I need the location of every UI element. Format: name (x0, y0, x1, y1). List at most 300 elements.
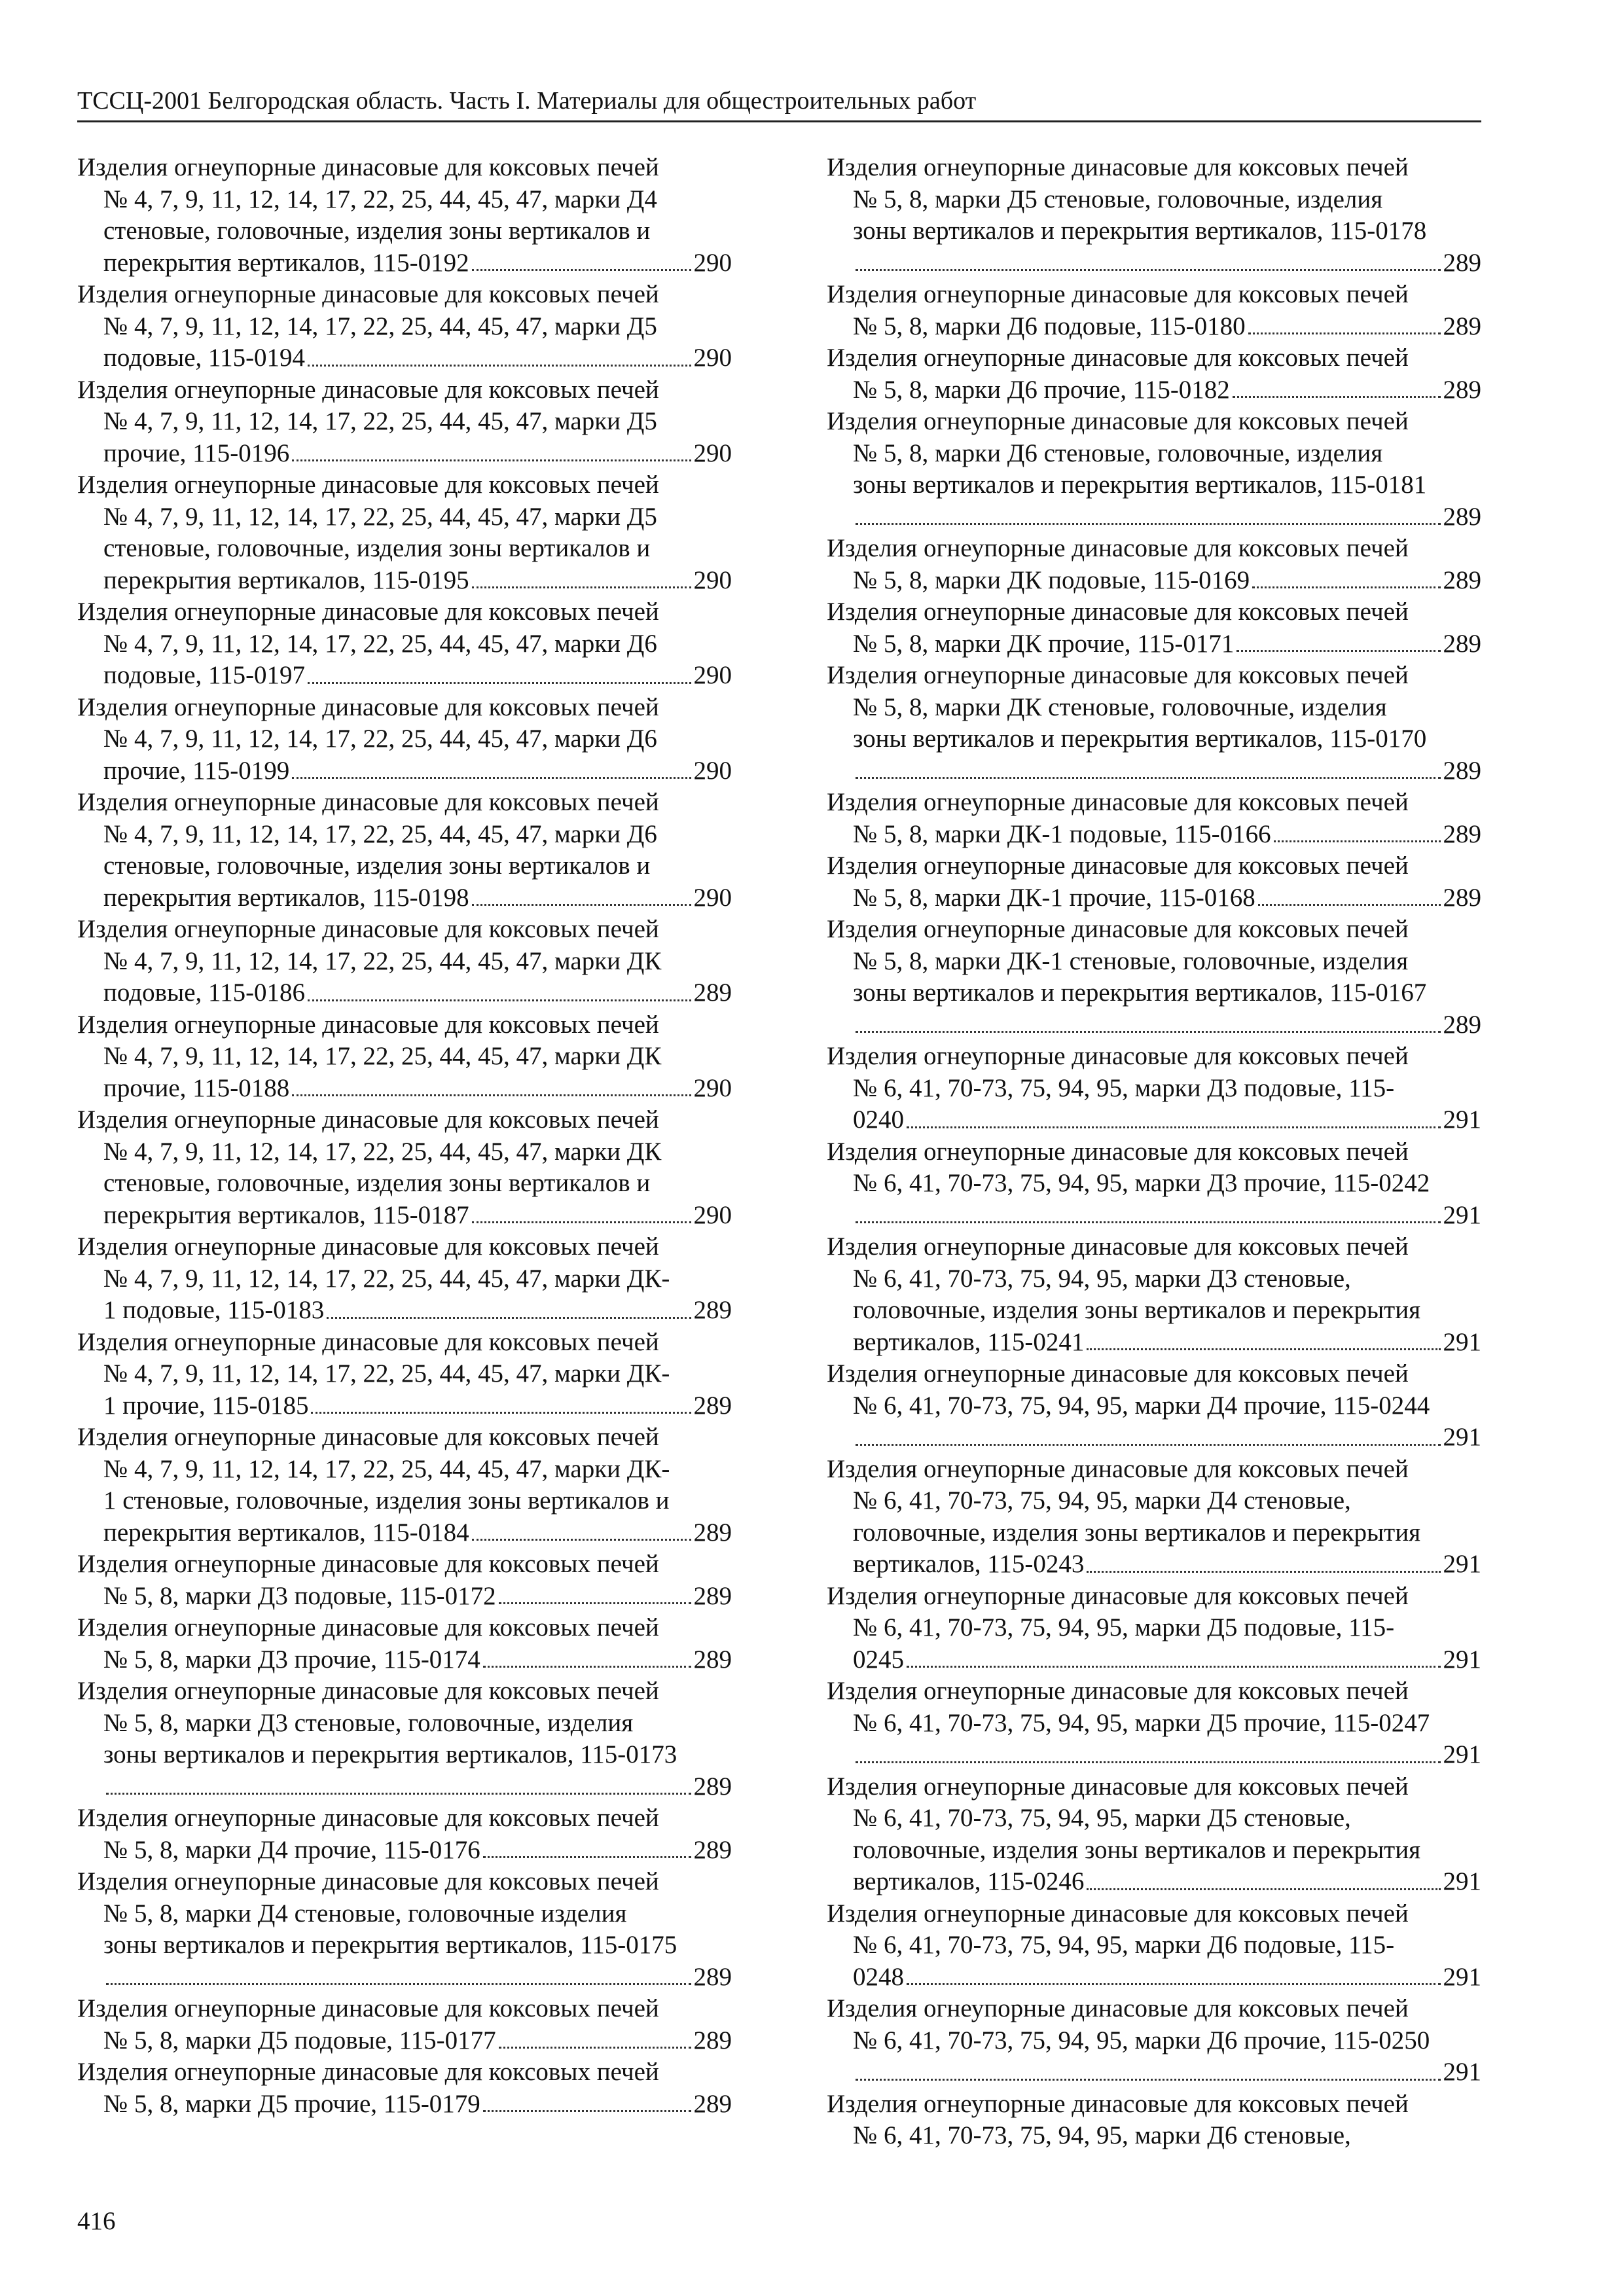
dot-leader (292, 777, 691, 779)
index-entry (827, 596, 1481, 660)
dot-leader (106, 1793, 691, 1795)
index-entry-line (827, 1390, 1481, 1422)
index-entry-text: зоны вертикалов и перекрытия вертикалов, 115-0170 (853, 725, 1427, 753)
index-entry-page: 291 (1443, 1962, 1481, 1991)
index-entry-line (827, 2120, 1481, 2152)
index-entry-page: 289 (1443, 1010, 1481, 1039)
index-entry-line (77, 628, 732, 660)
dot-leader (1258, 904, 1441, 906)
index-entry-page: 289 (1443, 248, 1481, 277)
index-entry-line (77, 850, 732, 882)
index-entry-line (77, 1771, 732, 1803)
index-entry-line (827, 2089, 1481, 2121)
index-entry-line (827, 1581, 1481, 1613)
dot-leader (472, 269, 691, 271)
index-entry-line (827, 1644, 1481, 1676)
index-entry (77, 787, 732, 914)
index-entry-text: № 6, 41, 70-73, 75, 94, 95, марки Д5 подовые, 115- (853, 1613, 1395, 1641)
index-entry-line (77, 1358, 732, 1390)
index-entry-text: перекрытия вертикалов, 115-0187 (103, 1200, 469, 1229)
index-entry-line (77, 1295, 732, 1327)
index-entry-line (77, 1390, 732, 1422)
index-entry-page: 289 (1443, 565, 1481, 594)
index-entry-line (827, 279, 1481, 311)
index-entry-text: стеновые, головочные, изделия зоны вертикалов и (103, 852, 651, 880)
index-entry-text: № 4, 7, 9, 11, 12, 14, 17, 22, 25, 44, 45, 47, марки ДК- (103, 1359, 670, 1388)
index-entry-line (827, 1803, 1481, 1835)
index-entry-line (827, 1993, 1481, 2025)
index-entry-page: 290 (693, 661, 732, 689)
index-entry-line (827, 1041, 1481, 1073)
index-entry-line (827, 501, 1481, 533)
index-entry (77, 1327, 732, 1422)
index-entry-page: 289 (1443, 375, 1481, 404)
index-entry-line (827, 1200, 1481, 1232)
index-entry-line (827, 406, 1481, 438)
index-entry-line (827, 184, 1481, 216)
index-entry-text: Изделия огнеупорные динасовые для коксовых печей (827, 788, 1409, 816)
index-entry-text: зоны вертикалов и перекрытия вертикалов, 115-0181 (853, 471, 1427, 499)
index-entry-line (77, 946, 732, 978)
page-number: 416 (77, 2207, 116, 2235)
index-entry-text: Изделия огнеупорные динасовые для коксовых печей (827, 153, 1409, 181)
index-entry-text: зоны вертикалов и перекрытия вертикалов, 115-0167 (853, 978, 1427, 1007)
dot-leader (483, 2110, 691, 2112)
index-entry-line (827, 1929, 1481, 1962)
index-entry-text: № 5, 8, марки Д5 подовые, 115-0177 (103, 2026, 496, 2054)
index-entry-line (827, 787, 1481, 819)
index-entry-page: 289 (1443, 502, 1481, 531)
index-entry-text: стеновые, головочные, изделия зоны вертикалов и (103, 217, 651, 245)
index-entry-text: Изделия огнеупорные динасовые для коксовых печей (77, 598, 659, 626)
index-entry-line (77, 1708, 732, 1740)
index-entry-line (77, 914, 732, 946)
dot-leader (907, 1126, 1441, 1128)
index-entry-page: 290 (693, 1073, 732, 1102)
index-entry-page: 290 (693, 248, 732, 277)
index-entry-text: № 4, 7, 9, 11, 12, 14, 17, 22, 25, 44, 45, 47, марки Д6 (103, 725, 657, 753)
index-entry-text: Изделия огнеупорные динасовые для коксовых печей (77, 1994, 659, 2022)
index-entry-line (77, 819, 732, 851)
index-entry-line (77, 152, 732, 184)
index-entry-text: № 5, 8, марки ДК-1 подовые, 115-0166 (853, 819, 1271, 848)
index-entry-line (827, 723, 1481, 755)
index-entry-page: 290 (693, 756, 732, 785)
index-entry-line (77, 723, 732, 755)
index-entry-line (827, 882, 1481, 914)
index-entry (77, 1676, 732, 1803)
index-entry-line (827, 850, 1481, 882)
index-entry-line (827, 596, 1481, 628)
index-entry-line (827, 2056, 1481, 2089)
dot-leader (472, 904, 691, 906)
index-entry-text: № 6, 41, 70-73, 75, 94, 95, марки Д6 подовые, 115- (853, 1931, 1395, 1959)
index-entry-line (827, 565, 1481, 597)
index-entry-line (77, 1866, 732, 1898)
index-entry-text: Изделия огнеупорные динасовые для коксовых печей (77, 692, 659, 721)
index-entry-text: № 6, 41, 70-73, 75, 94, 95, марки Д5 стеновые, (853, 1804, 1351, 1832)
dot-leader (1248, 332, 1441, 334)
index-entry-line (827, 1009, 1481, 1041)
index-entry-line (827, 1231, 1481, 1263)
index-entry-text: подовые, 115-0194 (103, 344, 306, 372)
index-entry (827, 279, 1481, 342)
index-entry-text: № 4, 7, 9, 11, 12, 14, 17, 22, 25, 44, 45, 47, марки ДК- (103, 1454, 670, 1483)
index-entry-text: Изделия огнеупорные динасовые для коксовых печей (77, 2058, 659, 2086)
index-entry-line (827, 533, 1481, 565)
index-entry-page: 291 (1443, 1200, 1481, 1229)
index-entry-text: № 6, 41, 70-73, 75, 94, 95, марки Д3 подовые, 115- (853, 1073, 1395, 1102)
index-entry-text: № 5, 8, марки Д3 подовые, 115-0172 (103, 1581, 496, 1610)
index-entry (827, 406, 1481, 533)
dot-leader (1087, 1571, 1440, 1573)
index-entry-text: Изделия огнеупорные динасовые для коксовых печей (77, 788, 659, 816)
index-entry (827, 2089, 1481, 2152)
index-entry-text: Изделия огнеупорные динасовые для коксовых печей (77, 1327, 659, 1356)
dot-leader (308, 365, 691, 367)
index-entry-page: 290 (693, 344, 732, 372)
index-entry-text: № 4, 7, 9, 11, 12, 14, 17, 22, 25, 44, 45, 47, марки Д5 (103, 502, 657, 531)
index-entry-line (827, 1612, 1481, 1644)
index-entry-line (77, 501, 732, 533)
index-entry-text: вертикалов, 115-0243 (853, 1550, 1085, 1578)
index-entry-page: 290 (693, 565, 732, 594)
index-entry-text: 1 прочие, 115-0185 (103, 1391, 309, 1420)
index-entry-line (827, 755, 1481, 787)
index-entry-line (827, 1708, 1481, 1740)
index-entry-line (77, 2025, 732, 2057)
dot-leader (106, 1983, 691, 1985)
dot-leader (907, 1983, 1441, 1985)
dot-leader (1233, 396, 1441, 398)
index-entry-line (77, 374, 732, 406)
dot-leader (856, 1444, 1441, 1446)
index-entry-page: 291 (1443, 1423, 1481, 1451)
index-entry-text: Изделия огнеупорные динасовые для коксовых печей (77, 1232, 659, 1261)
index-entry-text: № 4, 7, 9, 11, 12, 14, 17, 22, 25, 44, 45, 47, марки Д6 (103, 819, 657, 848)
index-entry-page: 289 (693, 1835, 732, 1864)
index-entry-line (827, 660, 1481, 692)
index-entry (827, 787, 1481, 850)
index-entry-text: Изделия огнеупорные динасовые для коксовых печей (827, 1232, 1409, 1261)
index-entry (827, 1898, 1481, 1994)
index-entry-line (77, 1929, 732, 1962)
index-entry-line (77, 1803, 732, 1835)
dot-leader (856, 2079, 1441, 2081)
index-entry-text: № 5, 8, марки ДК подовые, 115-0169 (853, 565, 1250, 594)
dot-leader (472, 586, 691, 588)
index-entry-text: № 4, 7, 9, 11, 12, 14, 17, 22, 25, 44, 45, 47, марки ДК (103, 1042, 662, 1070)
index-entry-line (827, 1168, 1481, 1200)
index-entry-text: Изделия огнеупорные динасовые для коксовых печей (77, 915, 659, 943)
index-entry-line (827, 1454, 1481, 1486)
dot-leader (907, 1666, 1441, 1668)
index-entry-line (827, 1517, 1481, 1549)
index-entry (77, 1009, 732, 1105)
index-entry-text: № 4, 7, 9, 11, 12, 14, 17, 22, 25, 44, 45, 47, марки Д6 (103, 629, 657, 658)
index-entry-text: Изделия огнеупорные динасовые для коксовых печей (827, 1581, 1409, 1610)
dot-leader (308, 999, 691, 1001)
dot-leader (472, 1221, 691, 1223)
index-entry-text: зоны вертикалов и перекрытия вертикалов, 115-0178 (853, 217, 1427, 245)
index-entry-text: перекрытия вертикалов, 115-0195 (103, 565, 469, 594)
index-entry-line (827, 1358, 1481, 1390)
index-entry-text: Изделия огнеупорные динасовые для коксовых печей (827, 2089, 1409, 2118)
index-entry-line (827, 2025, 1481, 2057)
index-entry-line (827, 1835, 1481, 1867)
index-entry-page: 289 (693, 1581, 732, 1610)
index-entry-line (77, 311, 732, 343)
index-entry-page: 289 (693, 1518, 732, 1547)
index-entry-page: 289 (1443, 819, 1481, 848)
index-entry-text: № 6, 41, 70-73, 75, 94, 95, марки Д5 прочие, 115-0247 (853, 1708, 1430, 1737)
index-entry-text: прочие, 115-0188 (103, 1073, 290, 1102)
index-entry-text: № 4, 7, 9, 11, 12, 14, 17, 22, 25, 44, 45, 47, марки Д5 (103, 312, 657, 340)
index-entry-line (77, 1549, 732, 1581)
index-entry-line (827, 311, 1481, 343)
index-entry (827, 342, 1481, 406)
index-entry-line (77, 215, 732, 247)
index-entry (77, 469, 732, 596)
index-entry-line (77, 1009, 732, 1041)
index-entry-text: № 6, 41, 70-73, 75, 94, 95, марки Д3 прочие, 115-0242 (853, 1169, 1430, 1197)
index-entry-line (77, 1898, 732, 1930)
index-entry-line (827, 1104, 1481, 1136)
index-entry-line (77, 1200, 732, 1232)
index-entry-text: Изделия огнеупорные динасовые для коксовых печей (827, 1772, 1409, 1801)
index-entry-line (77, 1676, 732, 1708)
index-entry-line (827, 1866, 1481, 1898)
index-entry-line (827, 1073, 1481, 1105)
index-entry-text: головочные, изделия зоны вертикалов и перекрытия (853, 1296, 1421, 1324)
index-entry-text: головочные, изделия зоны вертикалов и перекрытия (853, 1518, 1421, 1547)
index-entry-page: 290 (693, 439, 732, 467)
index-entry-text: 0245 (853, 1645, 904, 1674)
index-entry-line (77, 1993, 732, 2025)
index-entry (77, 374, 732, 470)
index-entry-text: зоны вертикалов и перекрытия вертикалов, 115-0175 (103, 1931, 677, 1959)
index-entry-page: 289 (1443, 629, 1481, 658)
index-entry-line (77, 1612, 732, 1644)
index-entry-line (827, 1263, 1481, 1295)
dot-leader (483, 1856, 691, 1858)
index-entry-text: Изделия огнеупорные динасовые для коксовых печей (77, 1804, 659, 1832)
index-entry-line (77, 1104, 732, 1136)
index-entry-page: 291 (1443, 1550, 1481, 1578)
index-entry-line (827, 469, 1481, 501)
index-entry-line (827, 1771, 1481, 1803)
index-entry-page: 289 (693, 1391, 732, 1420)
index-entry-text: головочные, изделия зоны вертикалов и перекрытия (853, 1835, 1421, 1864)
index-entry-line (77, 692, 732, 724)
index-entry-text: № 6, 41, 70-73, 75, 94, 95, марки Д4 прочие, 115-0244 (853, 1391, 1430, 1420)
dot-leader (1236, 650, 1440, 652)
dot-leader (483, 1666, 691, 1668)
index-entry-text: Изделия огнеупорные динасовые для коксовых печей (827, 280, 1409, 308)
dot-leader (499, 2047, 691, 2049)
dot-leader (308, 682, 691, 684)
index-entry-line (77, 787, 732, 819)
index-entry-line (77, 2056, 732, 2089)
index-entry (77, 1612, 732, 1676)
index-entry (827, 1771, 1481, 1898)
index-entry-line (827, 438, 1481, 470)
index-entry-line (827, 914, 1481, 946)
dot-leader (856, 1221, 1441, 1223)
index-entry-text: № 4, 7, 9, 11, 12, 14, 17, 22, 25, 44, 45, 47, марки ДК (103, 946, 662, 975)
index-entry-page: 289 (693, 1772, 732, 1801)
index-entry-text: Изделия огнеупорные динасовые для коксовых печей (77, 471, 659, 499)
index-entry-line (77, 1327, 732, 1359)
index-entry (827, 1454, 1481, 1581)
index-entry-line (77, 660, 732, 692)
index-entry (77, 1803, 732, 1866)
index-entry-line (827, 1676, 1481, 1708)
index-entry-line (77, 1739, 732, 1771)
dot-leader (292, 1094, 691, 1096)
index-entry-text: Изделия огнеупорные динасовые для коксовых печей (827, 344, 1409, 372)
index-entry-text: 0248 (853, 1962, 904, 1991)
index-entry-text: стеновые, головочные, изделия зоны вертикалов и (103, 1169, 651, 1197)
index-entry-text: № 5, 8, марки ДК прочие, 115-0171 (853, 629, 1235, 658)
index-entry-line (827, 342, 1481, 374)
index-entry-text: 1 стеновые, головочные, изделия зоны вертикалов и (103, 1486, 670, 1515)
header-title: ТССЦ-2001 Белгородская область. Часть I. Материалы для общестроительных работ (77, 87, 977, 115)
index-entry-text: Изделия огнеупорные динасовые для коксовых печей (827, 852, 1409, 880)
index-entry-line (77, 1485, 732, 1517)
index-entry (827, 1993, 1481, 2089)
index-entry-text: № 6, 41, 70-73, 75, 94, 95, марки Д6 стеновые, (853, 2121, 1351, 2149)
index-entry-line (827, 1295, 1481, 1327)
index-entry-text: 1 подовые, 115-0183 (103, 1296, 325, 1324)
index-entry (827, 1136, 1481, 1232)
index-entry-page: 291 (1443, 1740, 1481, 1768)
index-entry (77, 1104, 732, 1231)
index-column-right (827, 152, 1481, 2152)
dot-leader (1087, 1888, 1440, 1890)
index-entry (827, 660, 1481, 787)
index-entry-text: прочие, 115-0196 (103, 439, 290, 467)
index-entry-text: № 5, 8, марки Д5 прочие, 115-0179 (103, 2089, 480, 2118)
index-entry-text: № 5, 8, марки ДК-1 прочие, 115-0168 (853, 883, 1255, 912)
index-entry-text: № 5, 8, марки Д5 стеновые, головочные, изделия (853, 185, 1383, 213)
dot-leader (1087, 1348, 1440, 1350)
index-entry-text: № 4, 7, 9, 11, 12, 14, 17, 22, 25, 44, 45, 47, марки Д5 (103, 407, 657, 435)
index-entry (77, 1549, 732, 1612)
index-entry-line (827, 215, 1481, 247)
index-entry-text: Изделия огнеупорные динасовые для коксовых печей (827, 1042, 1409, 1070)
index-entry-text: подовые, 115-0186 (103, 978, 306, 1007)
index-entry-line (827, 946, 1481, 978)
index-entry-line (827, 1422, 1481, 1454)
index-entry-line (77, 755, 732, 787)
index-entry-page: 289 (1443, 883, 1481, 912)
index-entry-text: Изделия огнеупорные динасовые для коксовых печей (827, 1137, 1409, 1166)
index-entry-line (77, 469, 732, 501)
index-entry-line (77, 2089, 732, 2121)
index-entry-text: вертикалов, 115-0241 (853, 1327, 1085, 1356)
index-entry-text: стеновые, головочные, изделия зоны вертикалов и (103, 534, 651, 562)
index-entry-text: Изделия огнеупорные динасовые для коксовых печей (77, 153, 659, 181)
index-entry-page: 289 (693, 1296, 732, 1324)
index-entry-text: 0240 (853, 1105, 904, 1134)
index-entry-line (827, 1962, 1481, 1994)
index-entry-line (77, 342, 732, 374)
index-entry-page: 289 (1443, 756, 1481, 785)
index-entry-text: № 5, 8, марки Д6 прочие, 115-0182 (853, 375, 1230, 404)
dot-leader (856, 777, 1441, 779)
index-entry (827, 914, 1481, 1041)
index-entry-line (77, 1263, 732, 1295)
index-entry-text: Изделия огнеупорные динасовые для коксовых печей (77, 1867, 659, 1895)
index-entry-text: Изделия огнеупорные динасовые для коксовых печей (77, 1105, 659, 1134)
index-entry-text: вертикалов, 115-0246 (853, 1867, 1085, 1895)
index-entry-text: № 5, 8, марки Д6 стеновые, головочные, изделия (853, 439, 1383, 467)
index-entry-line (77, 1231, 732, 1263)
index-entry-line (77, 533, 732, 565)
index-entry (77, 596, 732, 692)
index-entry-text: № 4, 7, 9, 11, 12, 14, 17, 22, 25, 44, 45, 47, марки Д4 (103, 185, 657, 213)
index-entry-text: прочие, 115-0199 (103, 756, 290, 785)
dot-leader (311, 1412, 691, 1414)
index-entry-line (827, 152, 1481, 184)
dot-leader (1252, 586, 1440, 588)
index-entry-text: Изделия огнеупорные динасовые для коксовых печей (827, 1677, 1409, 1705)
index-entry-line (77, 1422, 732, 1454)
index-entry-text: Изделия огнеупорные динасовые для коксовых печей (827, 1994, 1409, 2022)
index-entry-line (827, 1136, 1481, 1168)
dot-leader (856, 269, 1441, 271)
index-entry-line (77, 1136, 732, 1168)
index-entry-text: Изделия огнеупорные динасовые для коксовых печей (77, 1677, 659, 1705)
index-entry (827, 1676, 1481, 1771)
index-entry-line (77, 1644, 732, 1676)
index-entry-text: перекрытия вертикалов, 115-0192 (103, 248, 469, 277)
index-entry-line (77, 977, 732, 1009)
index-entry-text: № 4, 7, 9, 11, 12, 14, 17, 22, 25, 44, 45, 47, марки ДК (103, 1137, 662, 1166)
index-entry-line (77, 247, 732, 279)
index-entry-text: Изделия огнеупорные динасовые для коксовых печей (77, 1010, 659, 1039)
index-entry-line (77, 1168, 732, 1200)
index-entry (77, 279, 732, 374)
dot-leader (292, 459, 691, 461)
index-entry-text: № 6, 41, 70-73, 75, 94, 95, марки Д4 стеновые, (853, 1486, 1351, 1515)
index-entry-page: 289 (1443, 312, 1481, 340)
index-entry-text: Изделия огнеупорные динасовые для коксовых печей (77, 280, 659, 308)
index-entry-line (827, 374, 1481, 406)
index-column-left (77, 152, 732, 2120)
index-entry-text: Изделия огнеупорные динасовые для коксовых печей (77, 1550, 659, 1578)
index-entry-line (77, 1962, 732, 1994)
index-entry-text: зоны вертикалов и перекрытия вертикалов, 115-0173 (103, 1740, 677, 1768)
index-entry-line (827, 1327, 1481, 1359)
index-entry (827, 1358, 1481, 1454)
index-entry-page: 290 (693, 883, 732, 912)
index-entry-page: 290 (693, 1200, 732, 1229)
index-entry-text: Изделия огнеупорные динасовые для коксовых печей (827, 1454, 1409, 1483)
index-entry (77, 914, 732, 1009)
index-entry (827, 1041, 1481, 1136)
index-entry-text: № 6, 41, 70-73, 75, 94, 95, марки Д6 прочие, 115-0250 (853, 2026, 1430, 2054)
index-entry-line (827, 819, 1481, 851)
index-entry-text: № 4, 7, 9, 11, 12, 14, 17, 22, 25, 44, 45, 47, марки ДК- (103, 1264, 670, 1293)
index-entry-line (827, 247, 1481, 279)
index-entry-page: 289 (693, 2089, 732, 2118)
index-entry-line (77, 1073, 732, 1105)
index-entry-text: Изделия огнеупорные динасовые для коксовых печей (827, 915, 1409, 943)
index-entry-line (77, 438, 732, 470)
index-entry (77, 1422, 732, 1549)
